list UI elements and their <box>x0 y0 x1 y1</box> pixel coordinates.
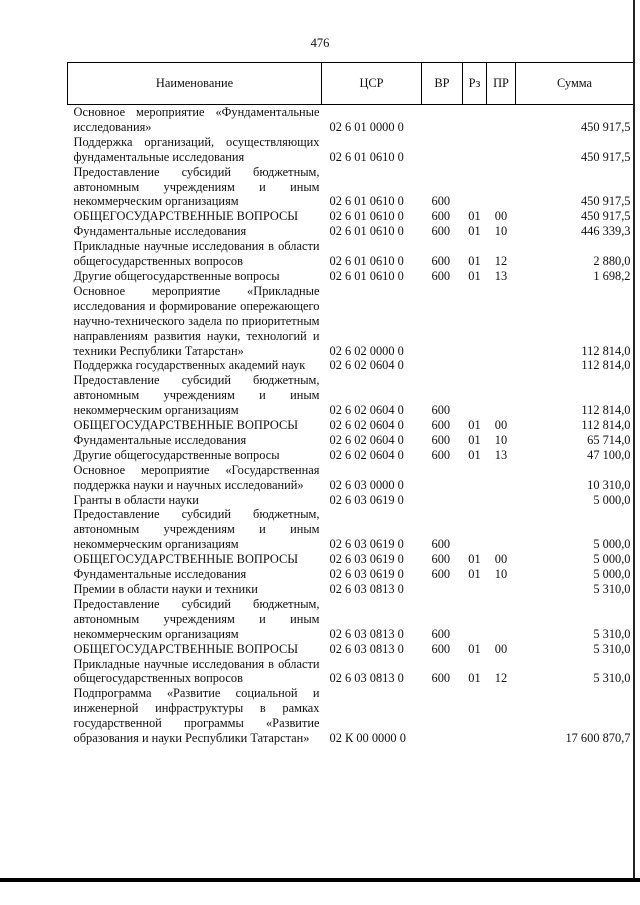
cell-vr <box>422 493 463 508</box>
cell-csr: 02 6 03 0619 0 <box>329 552 404 567</box>
cell-csr: 02 6 02 0604 0 <box>329 358 404 373</box>
cell-name: Фундаментальные исследования <box>73 224 247 239</box>
column-header-rz: Рз <box>463 63 487 105</box>
cell-rz: 01 <box>468 671 481 686</box>
cell-rz: 01 <box>468 254 481 269</box>
cell-pr <box>487 135 516 165</box>
cell-rz: 01 <box>468 567 481 582</box>
cell-rz <box>463 582 487 597</box>
cell-name: Прикладные научные исследования в области общегосударственных вопросов <box>73 239 320 269</box>
cell-sum: 5 310,0 <box>593 582 631 596</box>
table-row <box>68 567 634 582</box>
cell-rz: 01 <box>468 552 481 567</box>
cell-name: ОБЩЕГОСУДАРСТВЕННЫЕ ВОПРОСЫ <box>73 552 299 567</box>
table-row <box>68 657 634 687</box>
cell-vr: 600 <box>431 418 451 433</box>
table-body <box>68 105 634 746</box>
cell-name: Основное мероприятие «Прикладные исследования и формирование опережающего научно-технического задела по приоритетным направлениям развития науки, технологий и техники Республики Татарстан» <box>73 283 320 358</box>
cell-pr <box>487 582 516 597</box>
cell-rz: 01 <box>468 418 481 433</box>
table-row <box>68 463 634 493</box>
cell-pr <box>487 597 516 642</box>
cell-sum: 17 600 870,7 <box>565 731 631 746</box>
table-row <box>68 433 634 448</box>
cell-name: Основное мероприятие «Фундаментальные исследования» <box>73 105 320 134</box>
cell-name: Предоставление субсидий бюджетным, автономным учреждениям и иным некоммерческим организациям <box>73 596 320 641</box>
cell-vr: 600 <box>431 403 451 418</box>
cell-vr: 600 <box>431 552 451 567</box>
table-row <box>68 269 634 284</box>
column-header-pr: ПР <box>487 63 516 105</box>
cell-sum: 450 917,5 <box>580 149 631 164</box>
table-row <box>68 224 634 239</box>
cell-csr: 02 К 00 0000 0 <box>329 731 406 746</box>
scan-edge-right <box>633 0 635 882</box>
cell-name: Поддержка государственных академий наук <box>73 358 306 373</box>
cell-vr: 600 <box>431 567 451 582</box>
budget-table <box>67 62 634 746</box>
cell-vr: 600 <box>431 224 451 239</box>
cell-vr: 600 <box>431 268 451 283</box>
cell-name: Предоставление субсидий бюджетным, автономным учреждениям и иным некоммерческим организациям <box>73 164 320 209</box>
cell-csr: 02 6 02 0604 0 <box>329 403 404 418</box>
cell-rz <box>463 135 487 165</box>
cell-vr: 600 <box>431 447 451 462</box>
table-row <box>68 165 634 210</box>
table-row <box>68 493 634 508</box>
table-row <box>68 552 634 567</box>
cell-sum: 5 310,0 <box>593 671 631 686</box>
cell-pr: 13 <box>494 447 508 462</box>
cell-name: Основное мероприятие «Государственная поддержка науки и научных исследований» <box>73 462 320 492</box>
cell-name: Предоставление субсидий бюджетным, автономным учреждениям и иным некоммерческим организациям <box>73 373 320 418</box>
cell-vr: 600 <box>431 194 451 209</box>
cell-vr <box>422 358 463 373</box>
cell-csr: 02 6 03 0619 0 <box>329 537 404 552</box>
table-row <box>68 418 634 433</box>
cell-vr <box>422 463 463 493</box>
cell-pr: 00 <box>494 418 508 433</box>
cell-pr: 00 <box>494 641 508 656</box>
cell-csr: 02 6 01 0610 0 <box>329 149 404 164</box>
cell-sum: 112 814,0 <box>581 403 631 418</box>
column-header-vr: ВР <box>422 63 463 105</box>
cell-csr: 02 6 03 0813 0 <box>329 671 404 686</box>
cell-rz <box>463 373 487 418</box>
cell-name: ОБЩЕГОСУДАРСТВЕННЫЕ ВОПРОСЫ <box>73 209 299 224</box>
cell-rz: 01 <box>468 209 481 224</box>
cell-pr <box>487 105 516 135</box>
table-row <box>68 239 634 269</box>
column-header-csr: ЦСР <box>322 63 422 105</box>
cell-pr: 12 <box>494 671 508 686</box>
table-row <box>68 284 634 359</box>
cell-csr: 02 6 03 0813 0 <box>329 641 404 656</box>
cell-csr: 02 6 01 0610 0 <box>329 224 404 239</box>
cell-pr: 10 <box>494 567 508 582</box>
cell-pr: 00 <box>494 209 508 224</box>
cell-rz <box>463 686 487 746</box>
cell-rz: 01 <box>468 641 481 656</box>
cell-vr: 600 <box>431 537 451 552</box>
cell-csr: 02 6 01 0000 0 <box>329 119 404 134</box>
cell-rz: 01 <box>468 432 481 447</box>
cell-rz <box>463 597 487 642</box>
cell-pr: 10 <box>494 224 508 239</box>
cell-name: ОБЩЕГОСУДАРСТВЕННЫЕ ВОПРОСЫ <box>73 418 299 433</box>
cell-sum: 2 880,0 <box>593 254 631 269</box>
cell-name: Подпрограмма «Развитие социальной и инженерной инфраструктуры в рамках государственной программы «Развитие образования и науки Республики Татарстан» <box>73 686 320 746</box>
cell-vr <box>422 135 463 165</box>
cell-name: Предоставление субсидий бюджетным, автономным учреждениям и иным некоммерческим организациям <box>73 507 320 552</box>
cell-rz <box>463 493 487 508</box>
cell-rz: 01 <box>468 224 481 239</box>
cell-pr <box>487 493 516 508</box>
cell-pr <box>487 373 516 418</box>
cell-name: Прикладные научные исследования в области общегосударственных вопросов <box>73 656 320 686</box>
cell-vr <box>422 582 463 597</box>
cell-sum: 65 714,0 <box>587 432 631 447</box>
cell-sum: 112 814,0 <box>581 418 631 433</box>
cell-sum: 450 917,5 <box>580 119 631 134</box>
cell-sum: 450 917,5 <box>580 194 631 209</box>
cell-vr: 600 <box>431 671 451 686</box>
cell-sum: 112 814,0 <box>581 358 631 373</box>
cell-sum: 5 000,0 <box>593 552 631 567</box>
cell-csr: 02 6 01 0610 0 <box>329 268 404 283</box>
cell-csr: 02 6 03 0619 0 <box>329 567 404 582</box>
table-row <box>68 582 634 597</box>
cell-name: Премии в области науки и техники <box>73 582 258 596</box>
table-row <box>68 373 634 418</box>
cell-csr: 02 6 02 0000 0 <box>329 343 404 358</box>
cell-vr <box>422 105 463 135</box>
cell-rz: 01 <box>468 268 481 283</box>
cell-rz <box>463 105 487 135</box>
cell-pr <box>487 358 516 373</box>
cell-name: Гранты в области науки <box>73 492 199 507</box>
cell-name: Поддержка организаций, осуществляющих фундаментальные исследования <box>73 134 320 164</box>
cell-csr: 02 6 03 0619 0 <box>329 492 404 507</box>
cell-sum: 5 000,0 <box>593 492 631 507</box>
cell-name: Фундаментальные исследования <box>73 567 247 582</box>
cell-rz <box>463 284 487 359</box>
cell-pr <box>487 463 516 493</box>
cell-sum: 112 814,0 <box>581 343 631 358</box>
cell-sum: 5 310,0 <box>593 626 631 641</box>
cell-pr: 13 <box>494 268 508 283</box>
cell-rz <box>463 358 487 373</box>
budget-table-container <box>67 62 633 746</box>
table-row <box>68 507 634 552</box>
cell-name: Фундаментальные исследования <box>73 432 247 447</box>
cell-sum: 5 000,0 <box>593 537 631 552</box>
cell-rz <box>463 165 487 210</box>
cell-sum: 5 310,0 <box>593 641 631 656</box>
table-header-row <box>68 63 634 105</box>
page-number: 476 <box>310 36 330 50</box>
cell-rz <box>463 507 487 552</box>
cell-sum: 1 698,2 <box>593 268 631 283</box>
cell-csr: 02 6 02 0604 0 <box>329 432 404 447</box>
table-row <box>68 135 634 165</box>
cell-name: Другие общегосударственные вопросы <box>73 268 280 283</box>
cell-pr <box>487 284 516 359</box>
cell-csr: 02 6 03 0000 0 <box>329 477 404 492</box>
cell-rz <box>463 463 487 493</box>
table-row <box>68 642 634 657</box>
cell-vr: 600 <box>431 626 451 641</box>
cell-pr <box>487 165 516 210</box>
cell-vr: 600 <box>431 432 451 447</box>
cell-csr: 02 6 03 0813 0 <box>329 582 404 596</box>
table-row <box>68 358 634 373</box>
cell-pr <box>487 507 516 552</box>
cell-sum: 446 339,3 <box>580 224 631 239</box>
cell-name: ОБЩЕГОСУДАРСТВЕННЫЕ ВОПРОСЫ <box>73 641 299 656</box>
cell-vr: 600 <box>431 641 451 656</box>
table-row <box>68 686 634 746</box>
cell-csr: 02 6 01 0610 0 <box>329 194 404 209</box>
cell-vr: 600 <box>431 254 451 269</box>
cell-pr: 00 <box>494 552 508 567</box>
cell-vr: 600 <box>431 209 451 224</box>
cell-csr: 02 6 01 0610 0 <box>329 209 404 224</box>
cell-sum: 10 310,0 <box>587 477 631 492</box>
table-row <box>68 209 634 224</box>
cell-pr: 12 <box>494 254 508 269</box>
table-row <box>68 105 634 135</box>
cell-vr <box>422 284 463 359</box>
table-row <box>68 597 634 642</box>
cell-sum: 5 000,0 <box>593 567 631 582</box>
cell-csr: 02 6 03 0813 0 <box>329 626 404 641</box>
cell-pr: 10 <box>494 432 508 447</box>
cell-pr <box>487 686 516 746</box>
cell-sum: 47 100,0 <box>587 447 631 462</box>
cell-csr: 02 6 02 0604 0 <box>329 418 404 433</box>
cell-csr: 02 6 01 0610 0 <box>329 254 404 269</box>
scan-edge-bottom <box>0 878 640 882</box>
cell-csr: 02 6 02 0604 0 <box>329 447 404 462</box>
column-header-sum: Сумма <box>516 63 634 105</box>
cell-sum: 450 917,5 <box>580 209 631 224</box>
cell-rz: 01 <box>468 447 481 462</box>
cell-vr <box>422 686 463 746</box>
column-header-name: Наименование <box>68 63 322 105</box>
cell-name: Другие общегосударственные вопросы <box>73 447 280 462</box>
table-row <box>68 448 634 463</box>
